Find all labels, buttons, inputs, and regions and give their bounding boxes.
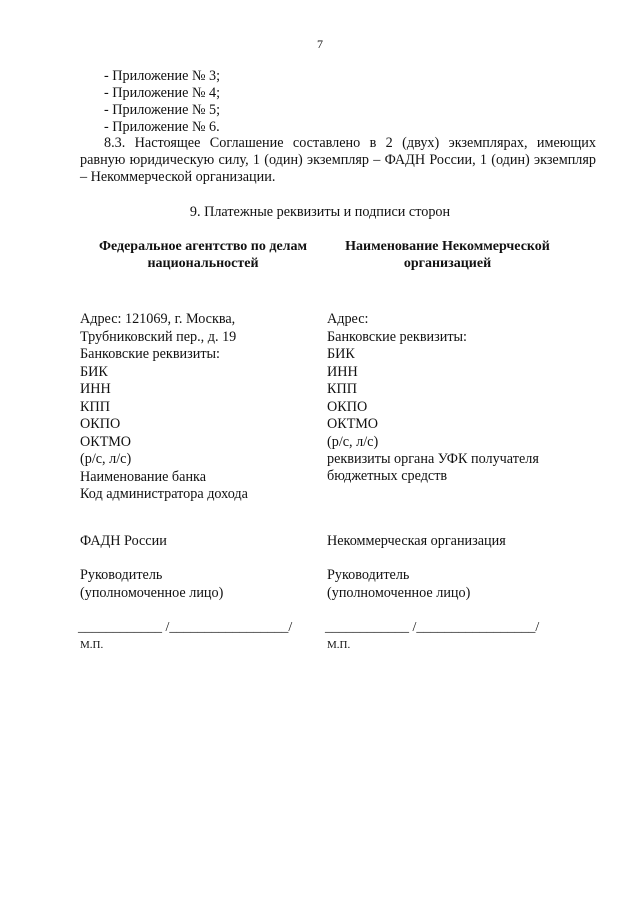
right-party-requisites [327, 311, 587, 484]
role-line: Руководитель [327, 567, 410, 583]
left-stamp-label: М.П. [80, 639, 104, 651]
left-party-signatory-role [80, 567, 223, 602]
requisite-line: БИК [327, 346, 355, 362]
right-signature-line[interactable]: ____________ /_________________/ [325, 620, 540, 635]
right-stamp-label: М.П. [327, 639, 351, 651]
requisite-line: (р/с, л/с) [80, 451, 132, 467]
requisite-line: Код администратора дохода [80, 486, 248, 502]
appendix-list [104, 68, 220, 136]
clause-8-3: 8.3. Настоящее Соглашение составлено в 2 (двух) экземплярах, имеющих равную юридическую силу, 1 (один) экземпляр – ФАДН России, 1 (один) экземпляр – Некоммерческой организации. [80, 135, 596, 185]
requisite-line: Адрес: [327, 311, 369, 327]
requisite-line: Наименование банка [80, 468, 207, 485]
requisite-line: Адрес: 121069, г. Москва, [80, 311, 236, 327]
page-number: 7 [317, 37, 323, 51]
requisite-line: реквизиты органа УФК получателя бюджетных средств [327, 451, 539, 484]
right-party-org-name: Некоммерческая организация [327, 533, 506, 549]
left-party-heading: Федеральное агентство по делам национальностей [98, 239, 308, 271]
requisite-line: ОКПО [327, 398, 368, 415]
requisite-line: ОКТМО [327, 416, 379, 432]
role-line: (уполномоченное лицо) [80, 584, 224, 601]
left-party-requisites [80, 311, 248, 504]
requisite-line: ИНН [327, 363, 358, 380]
role-line: (уполномоченное лицо) [327, 584, 471, 601]
appendix-item: - Приложение № 4; [104, 85, 221, 101]
section-title: 9. Платежные реквизиты и подписи сторон [189, 204, 451, 220]
requisite-line: КПП [327, 381, 357, 397]
requisite-line: КПП [80, 398, 110, 415]
requisite-line: БИК [80, 363, 108, 380]
requisite-line: ОКПО [80, 416, 121, 432]
appendix-item: - Приложение № 6. [104, 119, 220, 135]
role-line: Руководитель [80, 567, 163, 583]
right-party-signatory-role [327, 567, 470, 602]
requisite-line: Банковские реквизиты: [80, 346, 220, 362]
requisite-line: Банковские реквизиты: [327, 328, 467, 345]
requisite-line: ОКТМО [80, 433, 132, 450]
requisite-line: Трубниковский пер., д. 19 [80, 328, 237, 345]
left-signature-line[interactable]: ____________ /_________________/ [78, 620, 293, 635]
requisite-line: (р/с, л/с) [327, 433, 379, 450]
appendix-item: - Приложение № 5; [104, 102, 221, 118]
requisite-line: ИНН [80, 381, 111, 397]
left-party-org-name: ФАДН России [80, 533, 167, 549]
appendix-item: - Приложение № 3; [104, 68, 221, 84]
right-party-heading: Наименование Некоммерческой организацией [345, 239, 550, 271]
